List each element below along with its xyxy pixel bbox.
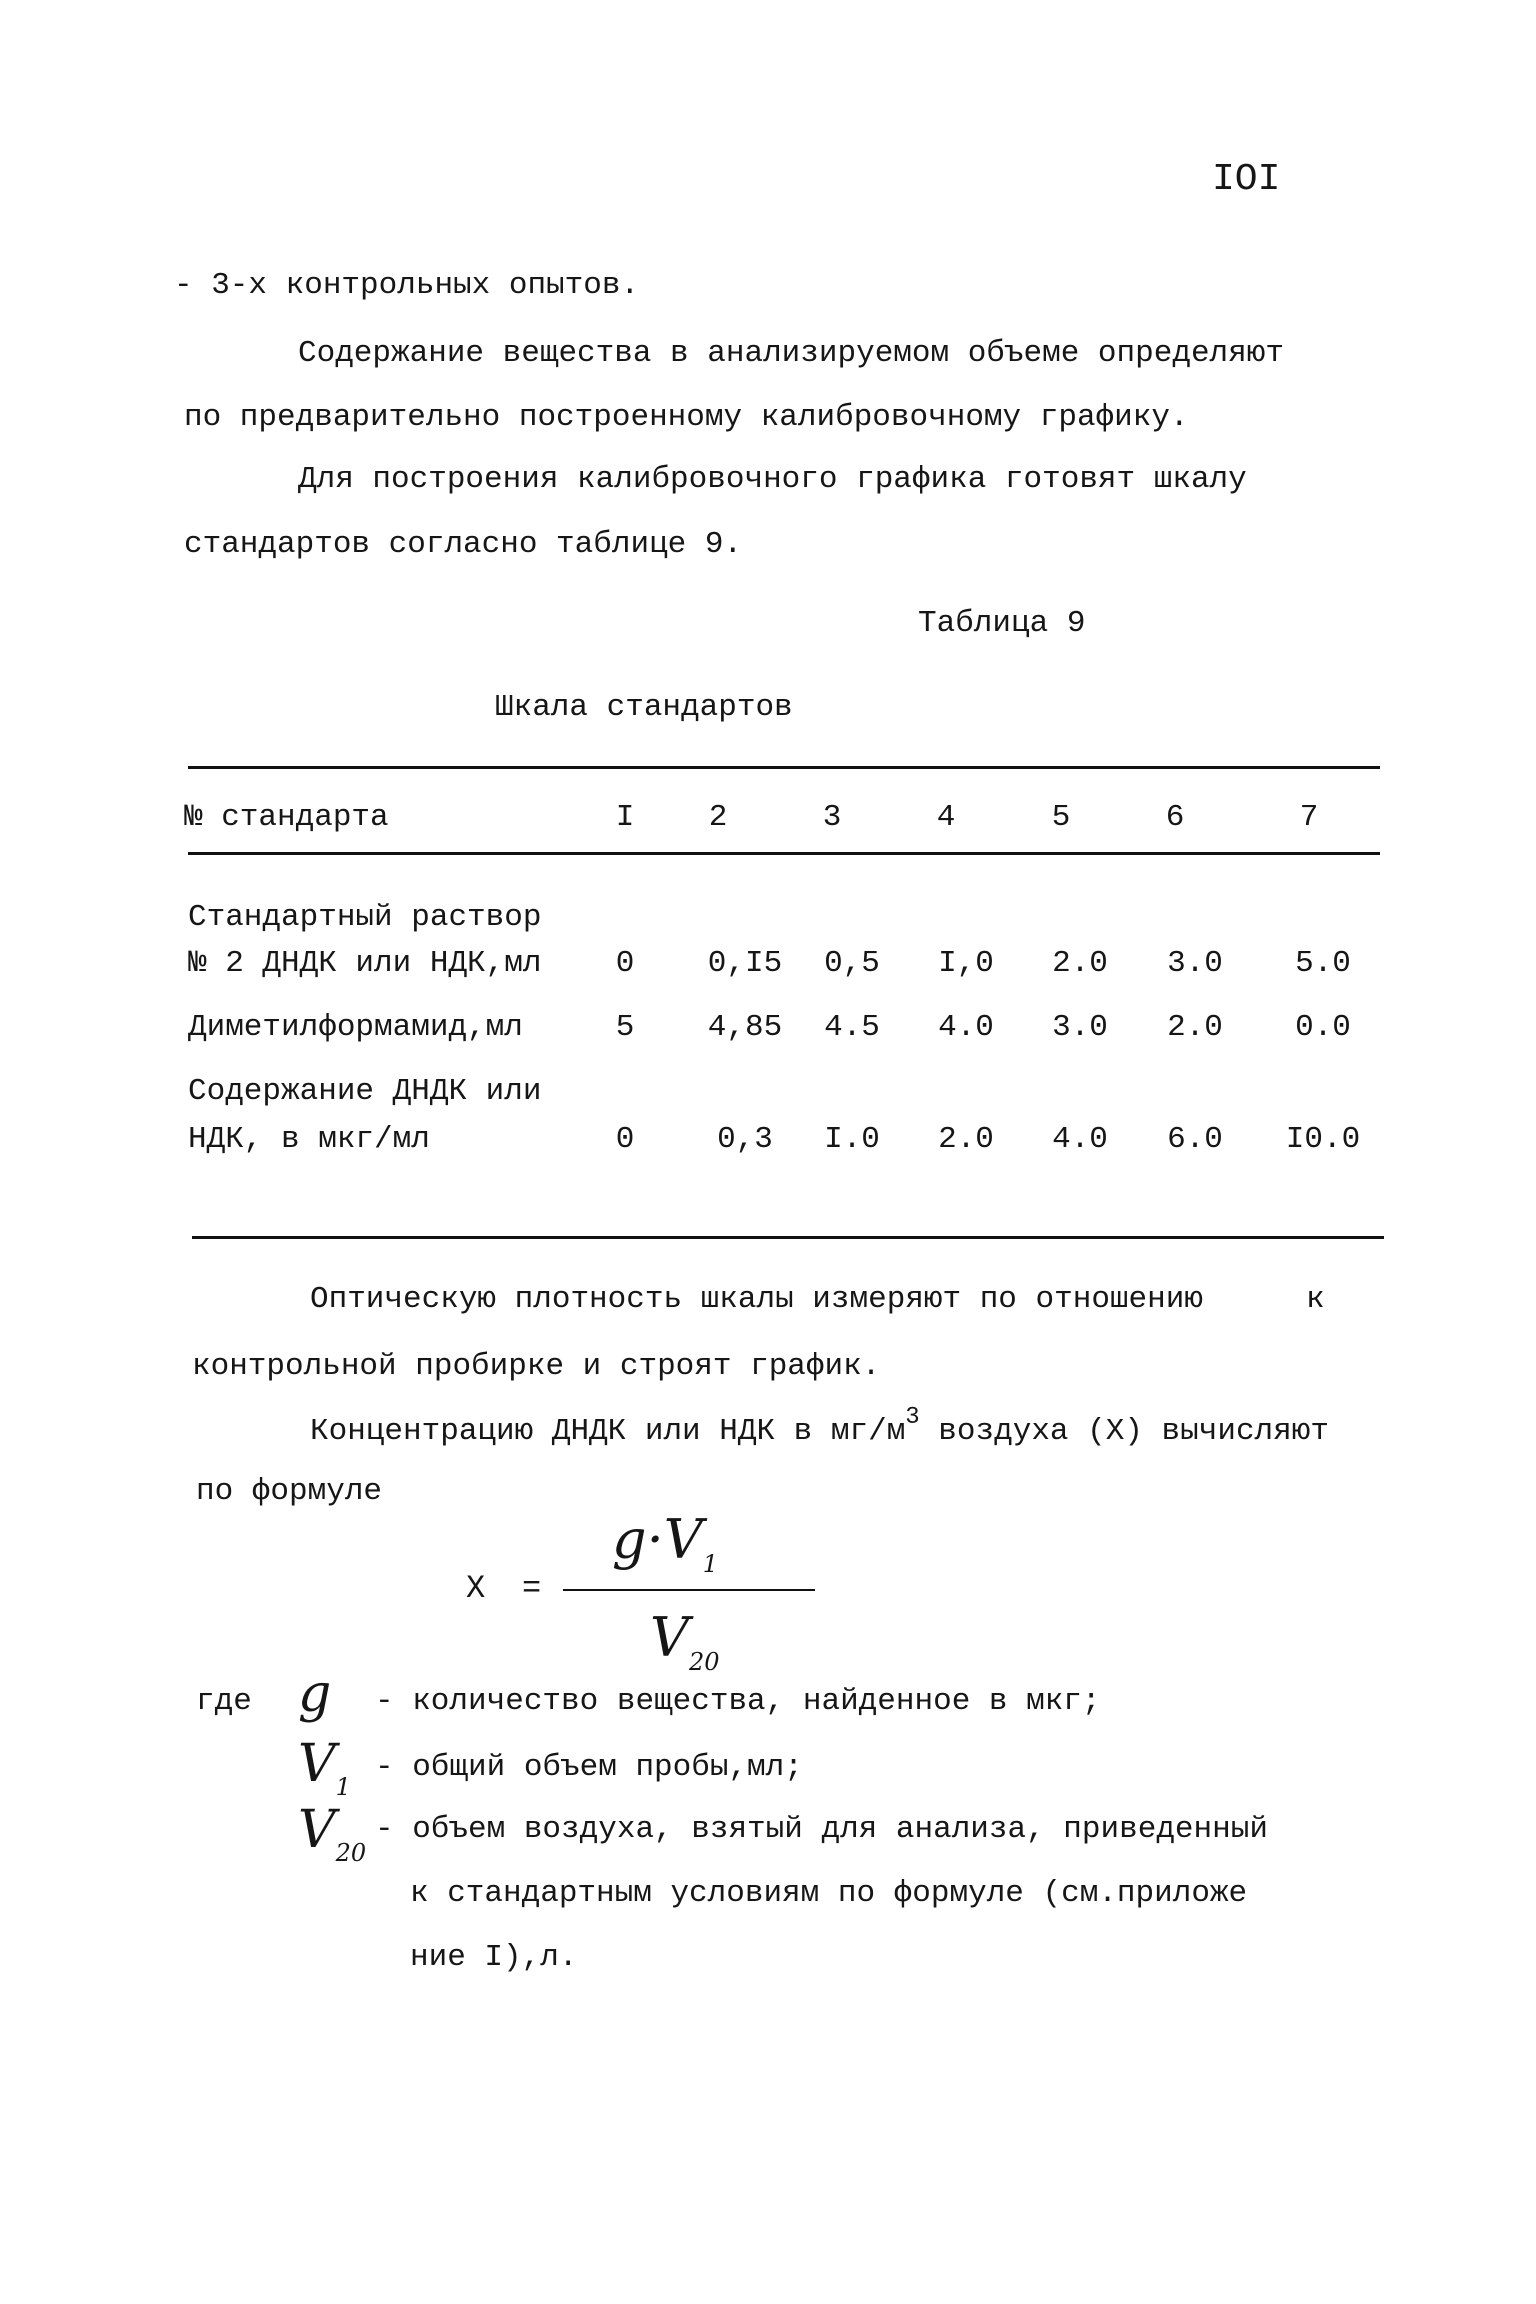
table-header-rule: [188, 852, 1380, 855]
header-label: № стандарта: [184, 800, 389, 835]
table-cell: 4.0: [938, 1010, 994, 1045]
paragraph-4-text-b: воздуха (X) вычисляют: [919, 1414, 1329, 1449]
legend-item: - общий объем пробы,мл;: [375, 1750, 803, 1785]
legend-where: где: [196, 1684, 252, 1719]
table-cell: 4,85: [707, 1010, 783, 1045]
fraction-bar: [563, 1589, 815, 1591]
column-header: 4: [936, 800, 956, 835]
table-label: Таблица 9: [918, 606, 1086, 641]
table-bottom-rule: [192, 1236, 1384, 1239]
table-cell: 0,I5: [707, 946, 783, 981]
table-cell: 4.5: [824, 1010, 880, 1045]
paragraph-4-line-2: по формуле: [196, 1474, 383, 1509]
legend-symbol-text: g: [298, 1664, 332, 1724]
paragraph-2-line-1: Для построения калибровочного графика готовят шкалу: [298, 462, 1247, 497]
legend-symbol-subscript: 1: [335, 1773, 351, 1801]
legend-symbol-subscript: 20: [335, 1839, 367, 1867]
row-label-line-2: № 2 ДНДК или НДК,мл: [188, 946, 542, 981]
legend-continuation-1: к стандартным условиям по формуле (см.приложе: [410, 1876, 1248, 1911]
table-cell: 3.0: [1167, 946, 1223, 981]
numerator-subscript: 1: [702, 1550, 719, 1578]
paragraph-2-line-2: стандартов согласно таблице 9.: [184, 527, 743, 562]
paragraph-3-line-1: Оптическую плотность шкалы измеряют по отношению: [310, 1282, 1203, 1317]
table-cell: 5.0: [1295, 946, 1351, 981]
table-cell: 5: [615, 1010, 635, 1045]
table-cell: 0.0: [1295, 1010, 1351, 1045]
table-cell: 3.0: [1052, 1010, 1108, 1045]
column-header: 6: [1165, 800, 1185, 835]
legend-item: - количество вещества, найденное в мкг;: [375, 1684, 1101, 1719]
formula-equals: =: [522, 1570, 542, 1607]
row-label-line-2: НДК, в мкг/мл: [188, 1122, 430, 1157]
table-cell: I0.0: [1285, 1122, 1361, 1157]
legend-symbol-v20: [298, 1800, 367, 1867]
legend-continuation-2: ние I),л.: [410, 1940, 578, 1975]
table-cell: 0: [615, 1122, 635, 1157]
legend-item: - объем воздуха, взятый для анализа, приведенный: [375, 1812, 1268, 1847]
row-label-line-1: Стандартный раствор: [188, 900, 542, 935]
paragraph-4-text-a: Концентрацию ДНДК или НДК в мг/м: [310, 1414, 906, 1449]
table-cell: 4.0: [1052, 1122, 1108, 1157]
paragraph-1-line-1: Содержание вещества в анализируемом объеме определяют: [298, 336, 1284, 371]
legend-symbol-v1: [298, 1734, 351, 1801]
column-header: 7: [1299, 800, 1319, 835]
table-cell: 2.0: [938, 1122, 994, 1157]
formula-numerator: [612, 1508, 719, 1578]
table-top-rule: [188, 766, 1380, 769]
row-label-line-1: Содержание ДНДК или: [188, 1074, 542, 1109]
legend-symbol-g: [298, 1664, 331, 1724]
legend-symbol-text: V: [298, 1800, 336, 1860]
numerator-text: g·V: [612, 1508, 703, 1571]
column-header: 2: [708, 800, 728, 835]
column-header: I: [615, 800, 635, 835]
page-number: IOI: [1212, 158, 1281, 201]
column-header: 3: [822, 800, 842, 835]
table-cell: 0,3: [717, 1122, 773, 1157]
column-header: 5: [1051, 800, 1071, 835]
denominator-text: V: [650, 1606, 689, 1669]
paragraph-3-line-2: контрольной пробирке и строят график.: [192, 1349, 881, 1384]
paragraph-3-k: к: [1306, 1282, 1325, 1317]
table-cell: 0,5: [824, 946, 880, 981]
legend-symbol-text: V: [298, 1734, 336, 1794]
table-cell: 6.0: [1167, 1122, 1223, 1157]
paragraph-1-line-2: по предварительно построенному калибровочному графику.: [184, 400, 1189, 435]
table-cell: I,0: [938, 946, 994, 981]
table-cell: 2.0: [1167, 1010, 1223, 1045]
table-cell: 2.0: [1052, 946, 1108, 981]
table-title: Шкала стандартов: [495, 690, 793, 725]
denominator-subscript: 20: [689, 1648, 720, 1676]
table-cell: I.0: [824, 1122, 880, 1157]
intro-line: - 3-х контрольных опытов.: [174, 268, 640, 303]
formula-denominator: [650, 1606, 720, 1676]
row-label-line-1: Диметилформамид,мл: [188, 1010, 523, 1045]
formula-lhs: X: [466, 1570, 486, 1607]
paragraph-4-line-1: [310, 1404, 1329, 1449]
cubic-superscript: 3: [905, 1404, 920, 1431]
table-cell: 0: [615, 946, 635, 981]
